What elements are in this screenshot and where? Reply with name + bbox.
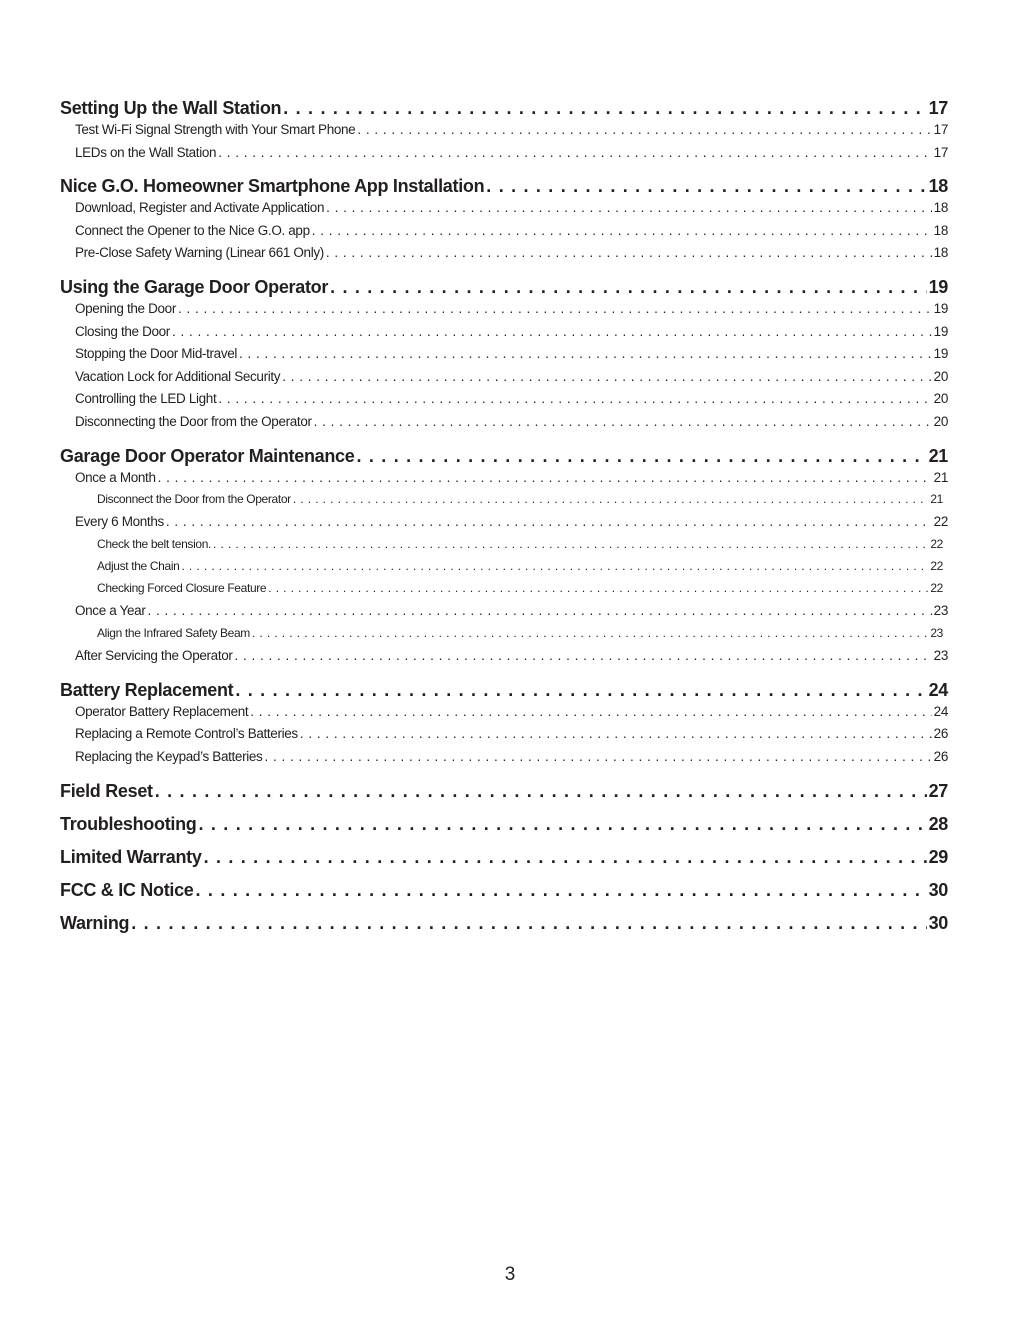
- toc-subsection[interactable]: [60, 369, 948, 392]
- toc-subsection[interactable]: [60, 301, 948, 324]
- dot-leader: [218, 391, 931, 406]
- toc-subsection[interactable]: [60, 145, 948, 168]
- toc-entry-page: 19: [928, 276, 948, 297]
- toc-entry-page: 27: [928, 780, 948, 801]
- toc-subsubsection[interactable]: [60, 537, 943, 559]
- toc-entry-title: Vacation Lock for Additional Security: [75, 368, 281, 384]
- toc-subsection[interactable]: [60, 470, 948, 493]
- toc-entry-page: 22: [933, 514, 948, 530]
- toc-entry-title: Opening the Door: [75, 300, 176, 316]
- toc-subsection[interactable]: [60, 648, 948, 671]
- toc-entry-page: 17: [928, 98, 948, 118]
- dot-leader: [356, 446, 926, 467]
- toc-entry-page: 30: [928, 912, 948, 933]
- toc-entry-page: 21: [933, 469, 948, 485]
- dot-leader: [239, 346, 932, 361]
- toc-entry-page: 18: [933, 245, 948, 261]
- dot-leader: [326, 245, 932, 260]
- dot-leader: [213, 537, 928, 551]
- toc-entry-title: Setting Up the Wall Station: [60, 98, 282, 118]
- toc-subsubsection[interactable]: [60, 559, 943, 581]
- toc-subsection[interactable]: [60, 122, 948, 145]
- dot-leader: [252, 626, 928, 640]
- toc-entry-title: LEDs on the Wall Station: [75, 144, 217, 160]
- toc-entry-page: 21: [928, 445, 948, 466]
- toc-entry-title: Adjust the Chain: [97, 559, 180, 574]
- toc-subsection[interactable]: [60, 223, 948, 246]
- toc-entry-page: 19: [933, 346, 948, 362]
- dot-leader: [250, 704, 931, 719]
- toc-entry-title: Operator Battery Replacement: [75, 703, 249, 719]
- toc-entry-title: Field Reset: [60, 780, 153, 801]
- toc-entry-title: Limited Warranty: [60, 846, 202, 867]
- dot-leader: [314, 414, 932, 429]
- toc-entry-page: 24: [933, 703, 948, 719]
- toc-subsection[interactable]: [60, 726, 948, 749]
- toc-entry-page: 26: [933, 726, 948, 742]
- toc-entry-title: Nice G.O. Homeowner Smartphone App Installation: [60, 176, 485, 197]
- dot-leader: [293, 492, 929, 506]
- table-of-contents: [60, 98, 948, 937]
- dot-leader: [235, 648, 932, 663]
- dot-leader: [486, 176, 926, 197]
- toc-entry-title: Replacing a Remote Control’s Batteries: [75, 726, 298, 742]
- toc-entry-page: 30: [928, 879, 948, 900]
- toc-entry-title: Disconnecting the Door from the Operator: [75, 413, 312, 429]
- toc-entry-title: Once a Month: [75, 469, 156, 485]
- toc-entry-title: Download, Register and Activate Application: [75, 200, 325, 216]
- toc-entry-page: 22: [930, 536, 943, 551]
- dot-leader: [312, 223, 932, 238]
- toc-section[interactable]: [60, 814, 948, 838]
- dot-leader: [264, 749, 931, 764]
- toc-entry-title: Replacing the Keypad’s Batteries: [75, 749, 263, 765]
- dot-leader: [199, 814, 927, 835]
- toc-entry-page: 26: [933, 749, 948, 765]
- dot-leader: [268, 581, 928, 595]
- toc-entry-title: Warning: [60, 912, 130, 933]
- dot-leader: [178, 301, 932, 316]
- toc-subsubsection[interactable]: [60, 581, 943, 603]
- dot-leader: [283, 98, 926, 119]
- toc-section[interactable]: [60, 277, 948, 301]
- dot-leader: [204, 847, 927, 868]
- toc-entry-title: Pre-Close Safety Warning (Linear 661 Only): [75, 245, 324, 261]
- toc-entry-title: Connect the Opener to the Nice G.O. app: [75, 222, 310, 238]
- toc-entry-title: Every 6 Months: [75, 514, 164, 530]
- toc-section[interactable]: [60, 680, 948, 704]
- toc-entry-title: Align the Infrared Safety Beam: [97, 626, 250, 641]
- toc-subsection[interactable]: [60, 603, 948, 626]
- toc-entry-page: 19: [933, 300, 948, 316]
- toc-subsection[interactable]: [60, 200, 948, 223]
- toc-entry-title: Closing the Door: [75, 323, 170, 339]
- toc-subsubsection[interactable]: [60, 626, 943, 648]
- dot-leader: [218, 145, 931, 160]
- toc-subsection[interactable]: [60, 245, 948, 268]
- toc-entry-page: 17: [933, 122, 948, 137]
- dot-leader: [300, 726, 932, 741]
- toc-entry-page: 22: [930, 559, 943, 574]
- toc-subsection[interactable]: [60, 324, 948, 347]
- toc-section[interactable]: [60, 98, 948, 122]
- dot-leader: [357, 122, 931, 137]
- toc-section[interactable]: [60, 176, 948, 200]
- toc-entry-page: 21: [930, 492, 943, 507]
- toc-entry-title: Once a Year: [75, 603, 146, 619]
- dot-leader: [326, 200, 932, 215]
- toc-subsection[interactable]: [60, 346, 948, 369]
- toc-entry-title: After Servicing the Operator: [75, 648, 233, 664]
- toc-entry-title: Check the belt tension.: [97, 536, 212, 551]
- toc-entry-page: 24: [928, 679, 948, 700]
- toc-subsection[interactable]: [60, 391, 948, 414]
- toc-entry-title: Stopping the Door Mid-travel: [75, 346, 238, 362]
- toc-entry-title: Checking Forced Closure Feature: [97, 581, 267, 596]
- toc-entry-page: 18: [933, 200, 948, 216]
- toc-subsubsection[interactable]: [60, 492, 943, 514]
- toc-entry-title: Test Wi-Fi Signal Strength with Your Smart Phone: [75, 122, 356, 137]
- toc-entry-page: 28: [928, 813, 948, 834]
- toc-entry-page: 22: [930, 581, 943, 596]
- dot-leader: [196, 880, 927, 901]
- toc-section[interactable]: [60, 913, 948, 937]
- toc-entry-page: 20: [933, 391, 948, 407]
- toc-entry-title: Battery Replacement: [60, 679, 234, 700]
- toc-section[interactable]: [60, 446, 948, 470]
- toc-entry-title: Troubleshooting: [60, 813, 197, 834]
- toc-entry-title: Garage Door Operator Maintenance: [60, 445, 355, 466]
- dot-leader: [235, 680, 926, 701]
- toc-subsection[interactable]: [60, 514, 948, 537]
- toc-entry-page: 18: [933, 222, 948, 238]
- dot-leader: [166, 514, 932, 529]
- dot-leader: [330, 277, 927, 298]
- toc-entry-title: Using the Garage Door Operator: [60, 276, 329, 297]
- toc-entry-page: 19: [933, 323, 948, 339]
- dot-leader: [131, 913, 926, 934]
- dot-leader: [155, 781, 927, 802]
- toc-entry-page: 20: [933, 413, 948, 429]
- dot-leader: [282, 369, 931, 384]
- toc-subsection[interactable]: [60, 749, 948, 772]
- toc-section[interactable]: [60, 781, 948, 805]
- toc-entry-page: 20: [933, 368, 948, 384]
- toc-entry-title: FCC & IC Notice: [60, 879, 194, 900]
- toc-entry-page: 17: [933, 144, 948, 160]
- toc-section[interactable]: [60, 880, 948, 904]
- toc-entry-page: 23: [933, 648, 948, 664]
- toc-entry-title: Disconnect the Door from the Operator: [97, 492, 291, 507]
- toc-subsection[interactable]: [60, 414, 948, 437]
- toc-entry-page: 23: [930, 626, 943, 641]
- toc-entry-page: 18: [928, 176, 948, 197]
- dot-leader: [181, 559, 928, 573]
- page-number: 3: [504, 1264, 516, 1285]
- dot-leader: [158, 470, 932, 485]
- toc-entry-title: Controlling the LED Light: [75, 391, 217, 407]
- toc-entry-page: 29: [928, 846, 948, 867]
- dot-leader: [147, 603, 931, 618]
- toc-section[interactable]: [60, 847, 948, 871]
- toc-entry-page: 23: [933, 603, 948, 619]
- toc-subsection[interactable]: [60, 704, 948, 727]
- dot-leader: [172, 324, 932, 339]
